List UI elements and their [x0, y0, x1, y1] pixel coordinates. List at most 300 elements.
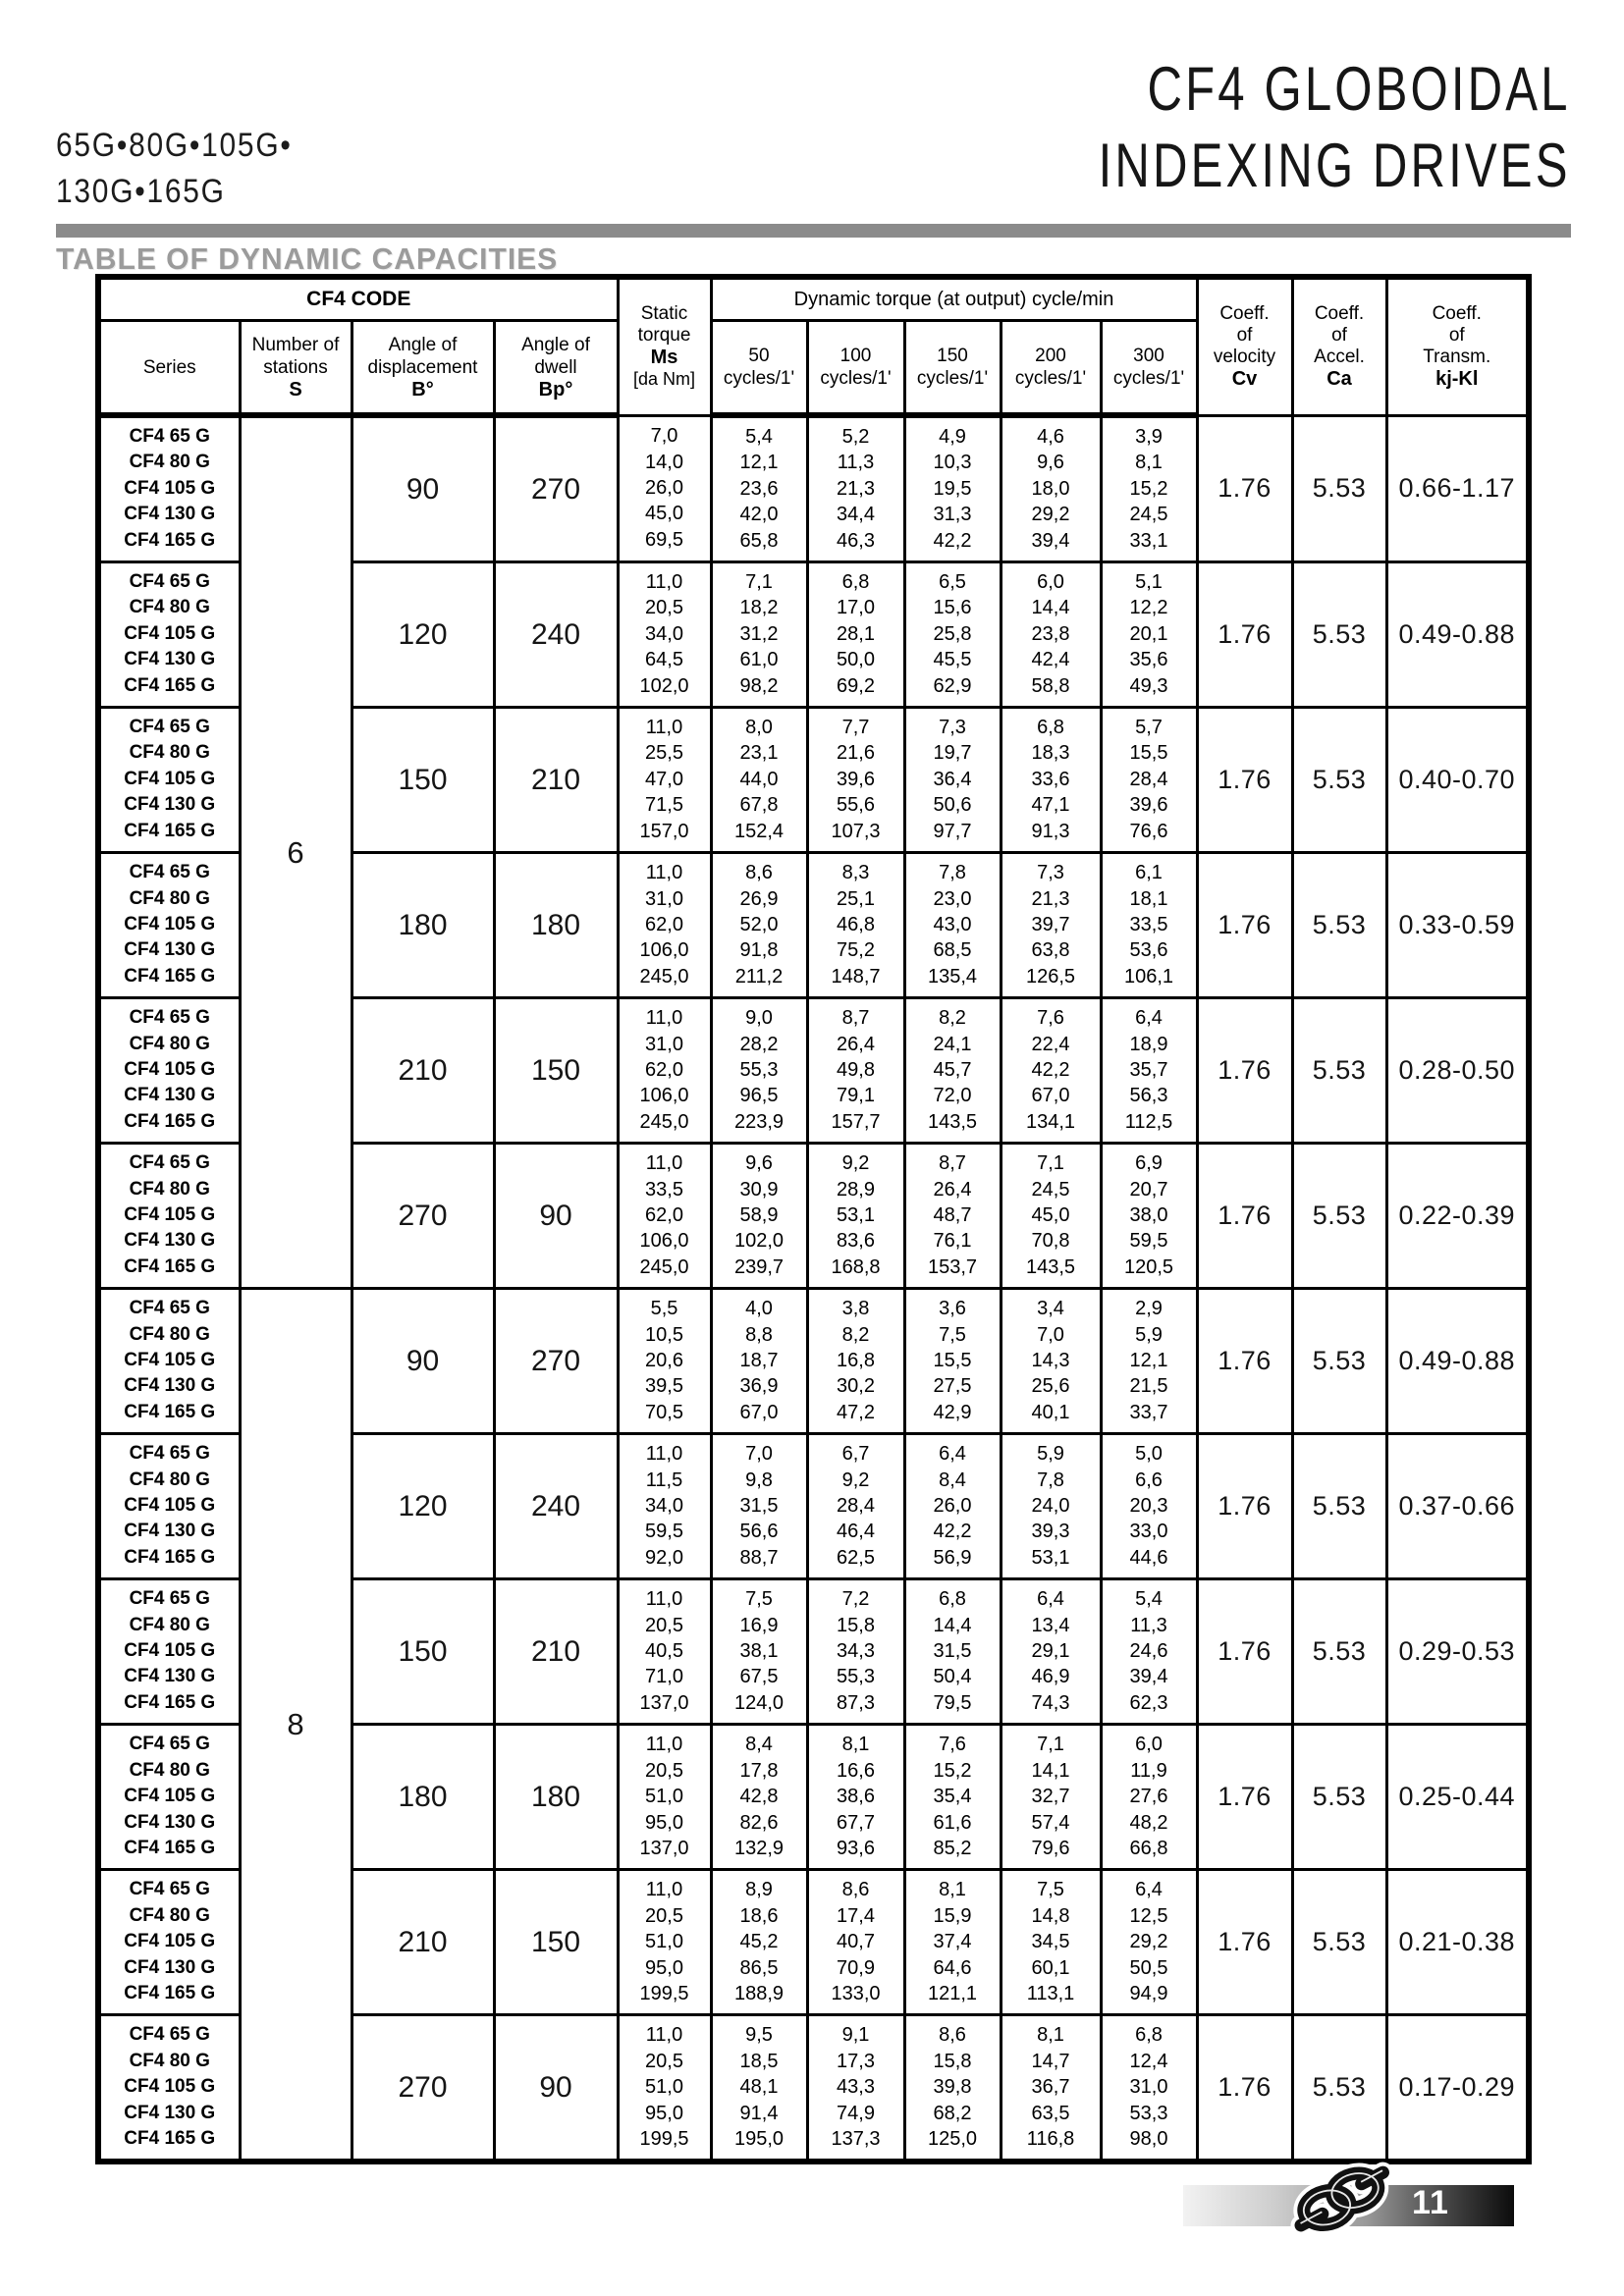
torque-value: 12,5: [1129, 1904, 1168, 1927]
coeff-transm-cell: 0.40-0.70: [1386, 708, 1529, 853]
torque-value: 5,7: [1135, 717, 1163, 739]
static-torque-cell: [618, 998, 711, 1144]
coeff-velocity-cell: 1.76: [1197, 1289, 1292, 1434]
coeff-transm-cell: 0.25-0.44: [1386, 1725, 1529, 1870]
static-torque-cell: [618, 415, 711, 562]
torque-value: 107,3: [831, 820, 881, 842]
coeff-velocity-header: Coeff. of velocity Cv: [1197, 277, 1292, 415]
torque-value: 33,1: [1129, 529, 1168, 552]
torque-value: 7,6: [939, 1734, 966, 1756]
dynamic-torque-cell: [711, 1870, 807, 2015]
torque-value: 76,1: [933, 1230, 972, 1253]
torque-value: 45,2: [739, 1931, 779, 1953]
series-label: CF4 130 G: [124, 1375, 216, 1397]
torque-value: 57,4: [1031, 1811, 1070, 1834]
torque-value: 47,2: [837, 1401, 875, 1423]
dynamic-torque-cell: [904, 1870, 1001, 2015]
torque-value: 86,5: [739, 1956, 779, 1979]
torque-value: 245,0: [639, 1255, 689, 1278]
torque-value: 36,4: [933, 768, 972, 790]
series-label: CF4 65 G: [129, 1443, 210, 1465]
torque-value: 18,3: [1031, 742, 1070, 765]
static-torque-cell: [618, 1434, 711, 1579]
torque-value: 6,4: [1135, 1007, 1163, 1030]
displacement-angle-cell: 90: [352, 1289, 494, 1434]
torque-value: 6,8: [939, 1588, 966, 1611]
torque-value: 91,4: [739, 2102, 779, 2124]
series-label: CF4 165 G: [124, 529, 216, 551]
torque-value: 11,0: [645, 571, 683, 594]
dynamic-torque-cell: [807, 1289, 904, 1434]
torque-value: 59,5: [645, 1521, 683, 1543]
dynamic-torque-cell: [904, 1725, 1001, 1870]
torque-value: 28,2: [739, 1033, 779, 1055]
torque-value: 102,0: [733, 1230, 785, 1253]
dwell-angle-cell: 210: [494, 1579, 618, 1725]
torque-value: 137,0: [639, 1837, 689, 1859]
torque-value: 106,0: [639, 939, 689, 962]
torque-value: 35,4: [933, 1786, 972, 1808]
torque-value: 95,0: [645, 1811, 683, 1834]
series-label: CF4 80 G: [129, 597, 210, 618]
dwell-angle-cell: 150: [494, 1870, 618, 2015]
torque-value: 199,5: [639, 2127, 689, 2150]
series-label: CF4 105 G: [124, 913, 216, 934]
stations-cell: 6: [240, 415, 352, 1289]
torque-value: 48,2: [1129, 1811, 1168, 1834]
torque-value: 16,6: [837, 1759, 875, 1782]
series-label: CF4 105 G: [124, 1203, 216, 1225]
torque-value: 55,3: [739, 1058, 779, 1081]
series-label: CF4 165 G: [124, 1110, 216, 1132]
torque-value: 46,9: [1031, 1666, 1070, 1688]
cycles-150-header: 150 cycles/1': [904, 321, 1001, 416]
torque-value: 7,5: [1037, 1879, 1064, 1901]
torque-value: 38,1: [739, 1640, 779, 1663]
series-label: CF4 165 G: [124, 2127, 216, 2149]
cycles-200-header: 200 cycles/1': [1001, 321, 1101, 416]
torque-value: 9,2: [841, 1468, 870, 1491]
torque-value: 53,1: [1031, 1546, 1070, 1569]
coeff-transm-cell: 0.29-0.53: [1386, 1579, 1529, 1725]
series-label: CF4 105 G: [124, 768, 216, 789]
series-label: CF4 80 G: [129, 1468, 210, 1490]
dynamic-torque-cell: [807, 415, 904, 562]
dwell-angle-cell: 150: [494, 998, 618, 1144]
series-label: CF4 80 G: [129, 452, 210, 473]
torque-value: 6,4: [939, 1443, 966, 1466]
series-cell: [98, 1434, 240, 1579]
dynamic-torque-cell: [711, 562, 807, 708]
torque-value: 12,1: [739, 452, 779, 474]
torque-value: 31,2: [739, 622, 779, 645]
dynamic-torque-cell: [904, 2015, 1001, 2163]
coeff-accel-cell: 5.53: [1292, 562, 1386, 708]
series-label: CF4 65 G: [129, 2024, 210, 2046]
series-label: CF4 80 G: [129, 1759, 210, 1781]
torque-value: 113,1: [1026, 1982, 1075, 2004]
torque-value: 9,2: [841, 1152, 870, 1175]
torque-value: 153,7: [927, 1255, 978, 1278]
torque-value: 6,9: [1135, 1152, 1163, 1175]
dwell-angle-cell: 210: [494, 708, 618, 853]
torque-value: 8,1: [1135, 452, 1163, 474]
torque-value: 64,5: [645, 649, 683, 671]
dynamic-torque-cell: [904, 562, 1001, 708]
dynamic-torque-cell: [807, 2015, 904, 2163]
torque-value: 23,6: [739, 477, 779, 500]
dynamic-torque-cell: [1101, 1870, 1197, 2015]
torque-value: 74,9: [837, 2102, 875, 2124]
torque-value: 67,7: [837, 1811, 875, 1834]
torque-value: 15,2: [933, 1759, 972, 1782]
page-title-line1: CF4 GLOBOIDAL: [1147, 55, 1571, 124]
torque-value: 56,6: [739, 1521, 779, 1543]
torque-value: 21,5: [1129, 1375, 1168, 1398]
torque-value: 35,7: [1129, 1058, 1168, 1081]
torque-value: 7,0: [1037, 1323, 1064, 1346]
series-label: CF4 105 G: [124, 1786, 216, 1807]
series-label: CF4 105 G: [124, 1058, 216, 1080]
coeff-transm-cell: 0.49-0.88: [1386, 562, 1529, 708]
torque-value: 24,1: [933, 1033, 972, 1055]
series-label: CF4 65 G: [129, 1879, 210, 1900]
torque-value: 25,6: [1031, 1375, 1070, 1398]
torque-value: 14,1: [1031, 1759, 1070, 1782]
torque-value: 143,5: [1025, 1255, 1076, 1278]
dynamic-torque-cell: [711, 1725, 807, 1870]
torque-value: 20,1: [1129, 622, 1168, 645]
series-cell: [98, 1579, 240, 1725]
torque-value: 9,6: [745, 1152, 773, 1175]
torque-value: 91,3: [1031, 820, 1070, 842]
model-codes-line1: 65G•80G•105G•: [56, 127, 293, 164]
series-label: CF4 80 G: [129, 1614, 210, 1635]
dynamic-torque-cell: [807, 562, 904, 708]
torque-value: 20,5: [645, 2050, 683, 2072]
series-label: CF4 165 G: [124, 674, 216, 696]
torque-value: 74,3: [1031, 1691, 1070, 1714]
torque-value: 188,9: [733, 1982, 785, 2004]
series-label: CF4 105 G: [124, 1350, 216, 1370]
torque-value: 67,8: [739, 794, 779, 817]
coeff-accel-cell: 5.53: [1292, 1434, 1386, 1579]
torque-value: 120,5: [1123, 1255, 1174, 1278]
torque-value: 62,3: [1129, 1691, 1168, 1714]
torque-value: 70,9: [837, 1956, 875, 1979]
torque-value: 39,7: [1031, 913, 1070, 935]
torque-value: 61,0: [739, 649, 779, 671]
torque-value: 62,0: [645, 1058, 683, 1081]
torque-value: 56,3: [1129, 1085, 1168, 1107]
torque-value: 27,5: [933, 1375, 972, 1398]
torque-value: 112,5: [1124, 1110, 1173, 1133]
knot-ribbon-logo-icon: [1276, 2150, 1408, 2250]
series-label: CF4 165 G: [124, 1546, 216, 1568]
torque-value: 33,7: [1129, 1401, 1168, 1423]
torque-value: 168,8: [831, 1255, 881, 1278]
torque-value: 31,0: [645, 1033, 683, 1055]
torque-value: 82,6: [739, 1811, 779, 1834]
torque-value: 33,6: [1031, 768, 1070, 790]
series-label: CF4 165 G: [124, 1401, 216, 1422]
torque-value: 58,8: [1031, 674, 1070, 697]
series-cell: [98, 1725, 240, 1870]
dynamic-torque-cell: [1101, 708, 1197, 853]
torque-value: 56,9: [933, 1546, 972, 1569]
series-cell: [98, 1144, 240, 1289]
torque-value: 96,5: [739, 1085, 779, 1107]
dynamic-torque-cell: [1001, 1579, 1101, 1725]
torque-value: 4,0: [745, 1298, 773, 1320]
dynamic-torque-cell: [1101, 853, 1197, 998]
torque-value: 4,9: [939, 426, 966, 448]
series-cell: [98, 853, 240, 998]
torque-value: 13,4: [1031, 1614, 1070, 1636]
static-torque-cell: [618, 1579, 711, 1725]
capacity-block-row: [98, 415, 1529, 562]
torque-value: 92,0: [645, 1546, 683, 1569]
torque-value: 29,1: [1031, 1640, 1070, 1663]
torque-value: 39,5: [645, 1375, 683, 1398]
series-label: CF4 130 G: [124, 504, 216, 525]
torque-value: 133,0: [831, 1982, 881, 2004]
capacity-block-row: [98, 1289, 1529, 1434]
torque-value: 48,7: [933, 1203, 972, 1226]
dwell-angle-cell: 180: [494, 1725, 618, 1870]
torque-value: 15,5: [933, 1350, 972, 1371]
torque-value: 20,5: [645, 597, 683, 619]
torque-value: 2,9: [1135, 1298, 1163, 1320]
torque-value: 21,3: [1031, 887, 1070, 910]
coeff-velocity-cell: 1.76: [1197, 562, 1292, 708]
coeff-velocity-cell: 1.76: [1197, 1144, 1292, 1289]
torque-value: 8,1: [841, 1734, 870, 1756]
series-label: CF4 130 G: [124, 1085, 216, 1106]
torque-value: 34,5: [1031, 1931, 1070, 1953]
torque-value: 135,4: [927, 965, 978, 988]
series-header: Series: [98, 321, 240, 416]
torque-value: 6,6: [1135, 1468, 1163, 1491]
torque-value: 5,5: [650, 1298, 678, 1320]
coeff-accel-cell: 5.53: [1292, 1579, 1386, 1725]
torque-value: 50,4: [933, 1666, 972, 1688]
torque-value: 39,8: [933, 2076, 972, 2099]
torque-value: 39,4: [1031, 529, 1070, 552]
torque-value: 11,9: [1130, 1759, 1167, 1782]
torque-value: 6,0: [1135, 1734, 1163, 1756]
torque-value: 24,5: [1129, 504, 1168, 526]
torque-value: 45,5: [933, 649, 972, 671]
displacement-angle-cell: 210: [352, 998, 494, 1144]
torque-value: 49,8: [837, 1058, 875, 1081]
torque-value: 14,4: [1031, 597, 1070, 619]
torque-value: 36,9: [739, 1375, 779, 1398]
torque-value: 8,7: [939, 1152, 966, 1175]
static-torque-cell: [618, 1870, 711, 2015]
torque-value: 14,3: [1031, 1350, 1070, 1371]
torque-value: 7,3: [939, 717, 966, 739]
series-label: CF4 130 G: [124, 2102, 216, 2123]
dynamic-torque-cell: [904, 415, 1001, 562]
coeff-velocity-cell: 1.76: [1197, 1579, 1292, 1725]
dynamic-torque-cell: [1001, 2015, 1101, 2163]
coeff-velocity-cell: 1.76: [1197, 708, 1292, 853]
torque-value: 17,3: [837, 2050, 875, 2072]
torque-value: 42,2: [933, 529, 972, 552]
torque-value: 148,7: [831, 965, 881, 988]
torque-value: 7,3: [1037, 862, 1064, 884]
dynamic-torque-cell: [807, 1579, 904, 1725]
dynamic-torque-cell: [711, 2015, 807, 2163]
static-torque-cell: [618, 1144, 711, 1289]
torque-value: 33,0: [1129, 1521, 1168, 1543]
header-divider-bar: [56, 224, 1571, 238]
series-label: CF4 65 G: [129, 571, 210, 593]
torque-value: 51,0: [645, 2076, 683, 2099]
static-torque-cell: [618, 562, 711, 708]
torque-value: 6,8: [841, 571, 870, 594]
coeff-velocity-cell: 1.76: [1197, 2015, 1292, 2163]
torque-value: 42,9: [933, 1401, 972, 1423]
torque-value: 12,2: [1129, 597, 1168, 619]
dwell-angle-cell: 240: [494, 562, 618, 708]
torque-value: 6,4: [1135, 1879, 1163, 1901]
torque-value: 8,2: [841, 1323, 870, 1346]
torque-value: 18,9: [1129, 1033, 1168, 1055]
torque-value: 17,8: [739, 1759, 779, 1782]
torque-value: 14,7: [1031, 2050, 1070, 2072]
torque-value: 79,1: [837, 1085, 875, 1107]
displacement-angle-cell: 90: [352, 415, 494, 562]
torque-value: 11,0: [645, 717, 683, 739]
dynamic-torque-cell: [1001, 1434, 1101, 1579]
torque-value: 18,2: [739, 597, 779, 619]
displacement-angle-cell: 150: [352, 708, 494, 853]
torque-value: 5,1: [1135, 571, 1163, 594]
torque-value: 11,3: [837, 452, 875, 474]
torque-value: 91,8: [739, 939, 779, 962]
torque-value: 20,7: [1129, 1178, 1168, 1201]
torque-value: 157,7: [831, 1110, 881, 1133]
torque-value: 47,1: [1031, 794, 1070, 817]
torque-value: 23,0: [933, 887, 972, 910]
series-label: CF4 105 G: [124, 1640, 216, 1662]
torque-value: 26,4: [837, 1033, 875, 1055]
torque-value: 143,5: [927, 1110, 978, 1133]
model-codes-line2: 130G•165G: [56, 173, 226, 210]
torque-value: 21,6: [837, 742, 875, 765]
coeff-transm-cell: 0.66-1.17: [1386, 415, 1529, 562]
dynamic-torque-header: Dynamic torque (at output) cycle/min: [711, 277, 1197, 321]
series-label: CF4 130 G: [124, 1521, 216, 1542]
series-cell: [98, 1289, 240, 1434]
torque-value: 53,1: [837, 1203, 875, 1226]
dynamic-torque-cell: [1101, 1144, 1197, 1289]
dwell-angle-cell: 270: [494, 415, 618, 562]
torque-value: 125,0: [927, 2127, 978, 2150]
series-label: CF4 80 G: [129, 1904, 210, 1926]
cycles-50-header: 50 cycles/1': [711, 321, 807, 416]
torque-value: 42,4: [1031, 649, 1070, 671]
torque-value: 33,5: [645, 1178, 683, 1201]
torque-value: 6,7: [841, 1443, 870, 1466]
series-label: CF4 65 G: [129, 1298, 210, 1319]
dynamic-torque-cell: [807, 853, 904, 998]
dwell-header: Angle of dwell Bp°: [494, 321, 618, 416]
page-number: 11: [1412, 2184, 1449, 2221]
dynamic-torque-cell: [807, 998, 904, 1144]
torque-value: 11,0: [645, 862, 683, 884]
series-label: CF4 165 G: [124, 1982, 216, 2003]
series-label: CF4 130 G: [124, 794, 216, 816]
coeff-velocity-cell: 1.76: [1197, 1870, 1292, 2015]
torque-value: 51,0: [645, 1786, 683, 1808]
torque-value: 7,7: [841, 717, 870, 739]
torque-value: 76,6: [1129, 820, 1168, 842]
torque-value: 28,4: [837, 1495, 875, 1518]
torque-value: 15,5: [1129, 742, 1168, 765]
displacement-header: Angle of displacement B°: [352, 321, 494, 416]
torque-value: 60,1: [1031, 1956, 1070, 1979]
torque-value: 95,0: [645, 2102, 683, 2124]
torque-value: 46,4: [837, 1521, 875, 1543]
torque-value: 34,0: [645, 622, 683, 645]
torque-value: 152,4: [733, 820, 785, 842]
torque-value: 8,6: [841, 1879, 870, 1901]
dwell-angle-cell: 90: [494, 1144, 618, 1289]
torque-value: 62,9: [933, 674, 972, 697]
torque-value: 5,9: [1037, 1443, 1064, 1466]
torque-value: 37,4: [933, 1931, 972, 1953]
torque-value: 66,8: [1129, 1837, 1168, 1859]
series-label: CF4 80 G: [129, 1033, 210, 1054]
dynamic-torque-cell: [904, 708, 1001, 853]
torque-value: 11,0: [645, 1007, 683, 1030]
torque-value: 95,0: [645, 1956, 683, 1979]
dynamic-torque-cell: [711, 415, 807, 562]
torque-value: 15,9: [933, 1904, 972, 1927]
coeff-velocity-cell: 1.76: [1197, 1725, 1292, 1870]
torque-value: 45,0: [645, 503, 683, 525]
torque-value: 7,6: [1037, 1007, 1064, 1030]
dynamic-torque-cell: [904, 1144, 1001, 1289]
torque-value: 12,1: [1129, 1350, 1168, 1371]
torque-value: 20,5: [645, 1614, 683, 1636]
torque-value: 18,5: [739, 2050, 779, 2072]
dynamic-torque-cell: [904, 1289, 1001, 1434]
torque-value: 33,5: [1129, 913, 1168, 935]
torque-value: 134,1: [1025, 1110, 1076, 1133]
torque-value: 121,1: [927, 1982, 978, 2004]
dynamic-torque-cell: [807, 1870, 904, 2015]
cycles-300-header: 300 cycles/1': [1101, 321, 1197, 416]
series-label: CF4 65 G: [129, 717, 210, 738]
torque-value: 6,1: [1135, 862, 1163, 884]
table-header-row-1: [98, 277, 1529, 321]
series-label: CF4 80 G: [129, 1178, 210, 1200]
torque-value: 31,5: [933, 1640, 972, 1663]
torque-value: 24,0: [1031, 1495, 1070, 1518]
torque-value: 69,5: [645, 528, 683, 551]
coeff-transm-cell: 0.17-0.29: [1386, 2015, 1529, 2163]
series-label: CF4 130 G: [124, 1230, 216, 1252]
torque-value: 5,0: [1135, 1443, 1163, 1466]
dynamic-torque-cell: [711, 853, 807, 998]
dynamic-torque-cell: [1001, 708, 1101, 853]
torque-value: 44,6: [1129, 1546, 1168, 1569]
torque-value: 39,6: [837, 768, 875, 790]
